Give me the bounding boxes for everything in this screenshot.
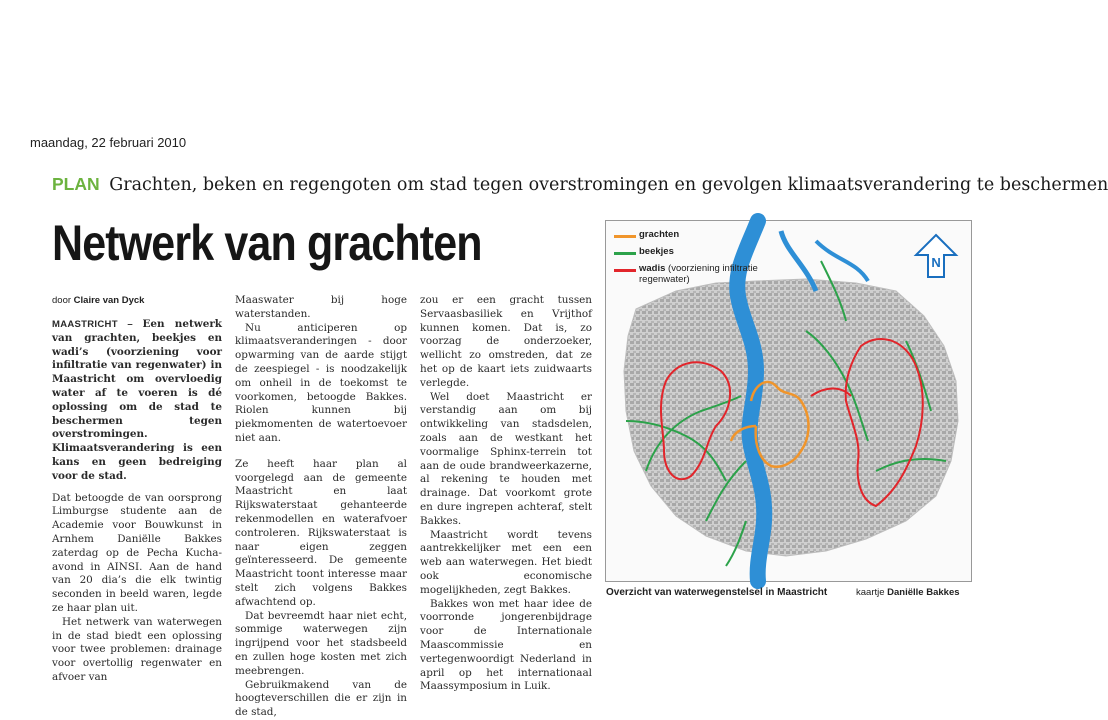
- credit-author: Daniëlle Bakkes: [887, 587, 960, 598]
- article-lead: [52, 318, 222, 484]
- article-column-2: [235, 294, 407, 720]
- paragraph: Bakkes won met haar idee de voorronde jongerenbijdrage voor de Internationale Maascommissie en vertegenwoordigt Nederland in april op het internationaal Maassymposium in Luik.: [420, 597, 592, 693]
- legend-sublabel: (voorziening infiltratie regenwater): [639, 263, 758, 285]
- map-credit: [856, 587, 960, 598]
- article-column-3: [420, 294, 592, 694]
- paragraph: Dat bevreemdt haar niet echt, sommige waterwegen zijn ingrijpend voor het stadsbeeld en zullen hoge kosten met zich meebrengen.: [235, 609, 407, 677]
- urban-area: [624, 279, 958, 556]
- paragraph: Maaswater bij hoge waterstanden.: [235, 294, 407, 320]
- legend-text: [639, 263, 759, 285]
- paragraph: zou er een gracht tussen Servaasbasiliek en Vrijthof kunnen komen. Dat is, zo voorzag de onderzoeker, wellicht zo omstreden, dat ze het op de kaart iets zuidwaarts verlegde.: [420, 294, 592, 389]
- paragraph: Dat betoogde de van oorsprong Limburgse studente aan de Academie voor Bouwkunst in Arnhem Daniëlle Bakkes zaterdag op de Pecha Kucha-avond in AINSI. Aan de hand van 20 dia’s die elk twintig seconden in beeld waren, legde ze haar plan uit.: [52, 491, 222, 614]
- legend-swatch: [614, 235, 636, 238]
- paragraph: Gebruikmakend van de hoogteverschillen die er zijn in de stad,: [235, 678, 407, 719]
- byline-prefix: door: [52, 295, 72, 306]
- legend-swatch: [614, 252, 636, 255]
- paragraph: Het netwerk van waterwegen in de stad biedt een oplossing voor twee problemen: drainage voor overtollig regenwater en afvoer van: [52, 615, 222, 683]
- paragraph: Wel doet Maastricht er verstandig aan om bij ontwikkeling van stadsdelen, zoals aan de westkant het voormalige Sphinx-terrein tot aan de oude brandweerkazerne, al rekening te houden met drainage. Dat voorkomt grote en dure ingrepen achteraf, stelt Bakkes.: [420, 390, 592, 527]
- legend-item-beekjes: [614, 246, 759, 257]
- kicker-text: Grachten, beken en regengoten om stad tegen overstromingen en gevolgen klimaatsverandering te beschermen: [109, 175, 1108, 195]
- byline: [52, 295, 144, 306]
- legend-swatch: [614, 269, 636, 272]
- lead-text: Een netwerk van grachten, beekjes en wadi’s (voorziening voor infiltratie van regenwater) in Maastricht om overvloedig water af te voeren is dé oplossing om de stad te beschermen tegen overstromingen. Klimaatsverandering is een kans en geen bedreiging voor de stad.: [52, 318, 222, 482]
- legend-item-grachten: [614, 229, 759, 240]
- compass-label: N: [931, 255, 941, 270]
- byline-author: Claire van Dyck: [73, 295, 145, 306]
- legend-item-wadis: [614, 263, 759, 285]
- paragraph: Maastricht wordt tevens aantrekkelijker met een een web aan waterwegen. Het biedt ook economische mogelijkheden, zegt Bakkes.: [420, 528, 592, 596]
- legend-label: beekjes: [639, 246, 674, 257]
- lead-place: MAASTRICHT –: [52, 319, 143, 330]
- kicker: [52, 174, 1108, 195]
- legend-label: grachten: [639, 229, 680, 240]
- publication-date: maandag, 22 februari 2010: [30, 135, 187, 150]
- paragraph: Ze heeft haar plan al voorgelegd aan de gemeente Maastricht en laat Rijkswaterstaat gehanteerde rekenmodellen en waterafvoer controleren. Rijkswaterstaat is naar eigen zeggen geïnteresseerd. De gemeente Maastricht toont interesse maar stelt zich volgens Bakkes afwachtend op.: [235, 457, 407, 608]
- legend-label: wadis: [639, 263, 666, 274]
- credit-prefix: kaartje: [856, 587, 885, 598]
- paragraph: Nu anticiperen op klimaatsveranderingen - door opwarming van de aarde stijgt de zeespiegel - is noodzakelijk om onheil in de toekomst te voorkomen, betoogde Bakkes. Riolen kunnen bij piekmomenten de watertoevoer niet aan.: [235, 321, 407, 444]
- river-branch-east: [816, 241, 868, 281]
- waterways-map: [605, 220, 972, 582]
- map-legend: [614, 229, 759, 291]
- map-caption: Overzicht van waterwegenstelsel in Maastricht: [606, 587, 828, 598]
- kicker-tag: PLAN: [52, 174, 100, 194]
- article-column-1: [52, 318, 222, 685]
- headline: Netwerk van grachten: [52, 215, 482, 271]
- compass-arrow-icon: [916, 235, 956, 277]
